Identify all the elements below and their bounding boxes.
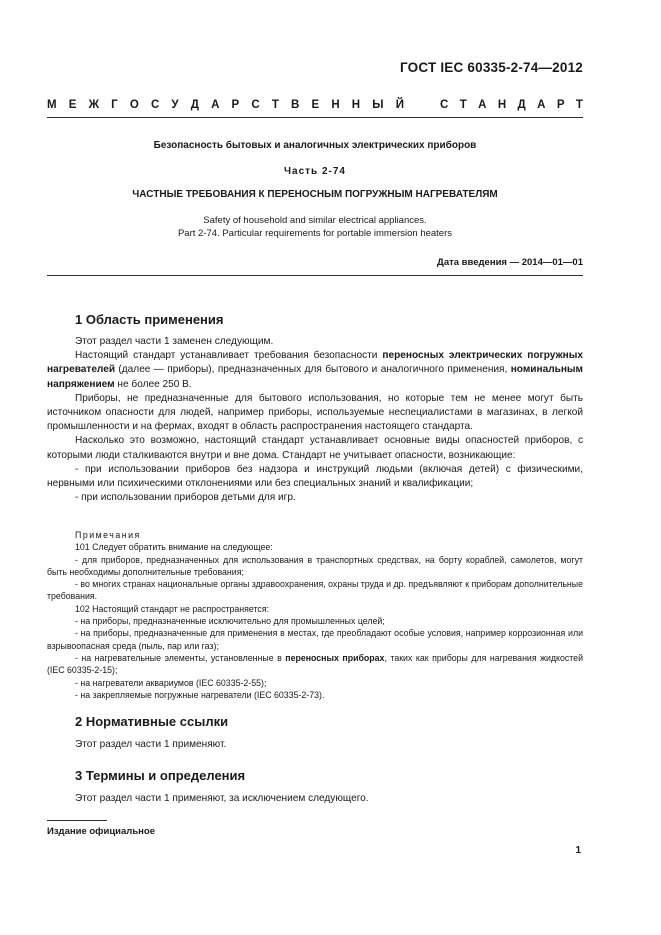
notes-label: Примечания	[75, 530, 141, 540]
paragraph: - при использовании приборов без надзора и инструкций людьми (включая детей) с физическими, нервными или психическими отклонениями или без специальных знаний и квалификации;	[47, 463, 583, 490]
text-run: (далее — приборы), предназначенных для бытового и аналогичного применения,	[115, 364, 511, 376]
banner-letter: Д	[190, 99, 199, 111]
standard-id: ГОСТ IEC 60335-2-74—2012	[399, 60, 583, 75]
note-item: - для приборов, предназначенных для использования в транспортных средствах, на борту кораблей, самолетов, могут быть необходимы дополнительные требования;	[47, 554, 583, 577]
banner-letter: Ж	[88, 99, 99, 111]
paragraph: Насколько это возможно, настоящий стандарт устанавливает основные виды опасностей приборов, с которыми люди сталкиваются внутри и вне дома. Стандарт не учитывает опасности, возникающие:	[47, 435, 583, 461]
banner-letter: О	[129, 99, 139, 111]
banner-letter: С	[440, 99, 449, 111]
interstate-standard-banner	[47, 99, 583, 111]
text-run: - на нагревательные элементы, установленные в	[75, 652, 286, 663]
section2-body	[47, 738, 583, 752]
text-run: , таких как приборы для нагревания жидкостей (IEC 60335-2-15);	[47, 652, 583, 676]
paragraph	[47, 349, 583, 392]
banner-letter: Р	[231, 99, 240, 111]
banner-letter: Р	[556, 99, 565, 111]
banner-letter: Н	[351, 99, 361, 111]
section1-body	[47, 335, 583, 505]
banner-letter: С	[251, 99, 260, 111]
banner-letter: Н	[331, 99, 340, 111]
notes-block	[47, 529, 583, 701]
banner-letter: У	[171, 99, 179, 111]
note-item: - на приборы, предназначенные для применения в местах, где преобладают особые условия, например коррозионная или взрывоопасная среда (пыль, пар или газ);	[47, 628, 583, 651]
english-title	[47, 214, 583, 240]
banner-letter: Е	[68, 99, 77, 111]
banner-letter: А	[211, 99, 220, 111]
note-item: - во многих странах национальные органы здравоохранения, охраны труда и др. предъявляют к приборам дополнительные требования.	[47, 579, 583, 602]
page-number: 1	[575, 845, 581, 856]
note-item: 101 Следует обратить внимание на следующее:	[75, 542, 273, 553]
banner-letter: Т	[575, 99, 583, 111]
english-title-line1: Safety of household and similar electrical appliances.	[203, 215, 427, 226]
special-title: ЧАСТНЫЕ ТРЕБОВАНИЯ К ПЕРЕНОСНЫМ ПОГРУЖНЫМ НАГРЕВАТЕЛЯМ	[132, 189, 498, 200]
text-run: не более 250 В.	[114, 378, 192, 390]
banner-word-interstate	[47, 99, 404, 111]
paragraph: Этот раздел части 1 применяют, за исключением следующего.	[75, 793, 369, 804]
banner-letter: М	[47, 99, 57, 111]
banner-word-standard	[440, 99, 583, 111]
banner-letter: Н	[497, 99, 507, 111]
note-item: - на приборы, предназначенные исключительно для промышленных целей;	[75, 616, 385, 627]
section3-heading: 3 Термины и определения	[75, 768, 246, 783]
banner-letter: Й	[395, 99, 404, 111]
note-item: - на нагреватели аквариумов (IEC 60335-2-55);	[75, 677, 267, 688]
paragraph: Этот раздел части 1 заменен следующим.	[75, 336, 274, 347]
banner-letter: Е	[311, 99, 320, 111]
banner-letter: Т	[271, 99, 279, 111]
paragraph: Этот раздел части 1 применяют.	[75, 739, 227, 750]
banner-letter: А	[537, 99, 546, 111]
section2-heading: 2 Нормативные ссылки	[75, 714, 229, 729]
official-edition-label: Издание официальное	[47, 826, 155, 837]
banner-letter: Т	[459, 99, 467, 111]
banner-letter: В	[291, 99, 300, 111]
term-portable-immersion-heaters: переносных электрических погружных нагревателей	[47, 350, 583, 376]
banner-letter: Г	[111, 99, 118, 111]
footer-rule	[47, 820, 107, 821]
term-portable-appliances: переносных приборах	[285, 652, 385, 663]
text-run: Настоящий стандарт устанавливает требования безопасности	[75, 350, 383, 362]
section1-heading: 1 Область применения	[75, 312, 224, 327]
introduction-date: Дата введения — 2014—01—01	[437, 257, 583, 268]
general-title: Безопасность бытовых и аналогичных электрических приборов	[153, 140, 477, 151]
banner-letter: С	[150, 99, 160, 111]
banner-letter: А	[478, 99, 487, 111]
note-item: - на закрепляемые погружные нагреватели (IEC 60335-2-73).	[75, 689, 325, 700]
banner-letter: Д	[517, 99, 526, 111]
part-number: Часть 2-74	[284, 166, 346, 177]
banner-letter: Ы	[372, 99, 384, 111]
note-item	[47, 652, 583, 677]
section3-body	[47, 792, 583, 806]
date-rule	[47, 275, 583, 276]
term-rated-voltage: номинальным напряжением	[47, 364, 583, 390]
english-title-line2: Part 2-74. Particular requirements for portable immersion heaters	[177, 228, 453, 239]
note-item: 102 Настоящий стандарт не распространяется:	[75, 603, 270, 614]
paragraph: - при использовании приборов детьми для игр.	[75, 492, 296, 504]
banner-rule	[47, 117, 583, 118]
paragraph: Приборы, не предназначенные для бытового использования, но которые тем не менее могут быть источником опасности для людей, например приборы, используемые неспециалистами в магазинах, в легкой промышленности и на фермах, входят в область распространения настоящего стандарта.	[47, 392, 583, 433]
